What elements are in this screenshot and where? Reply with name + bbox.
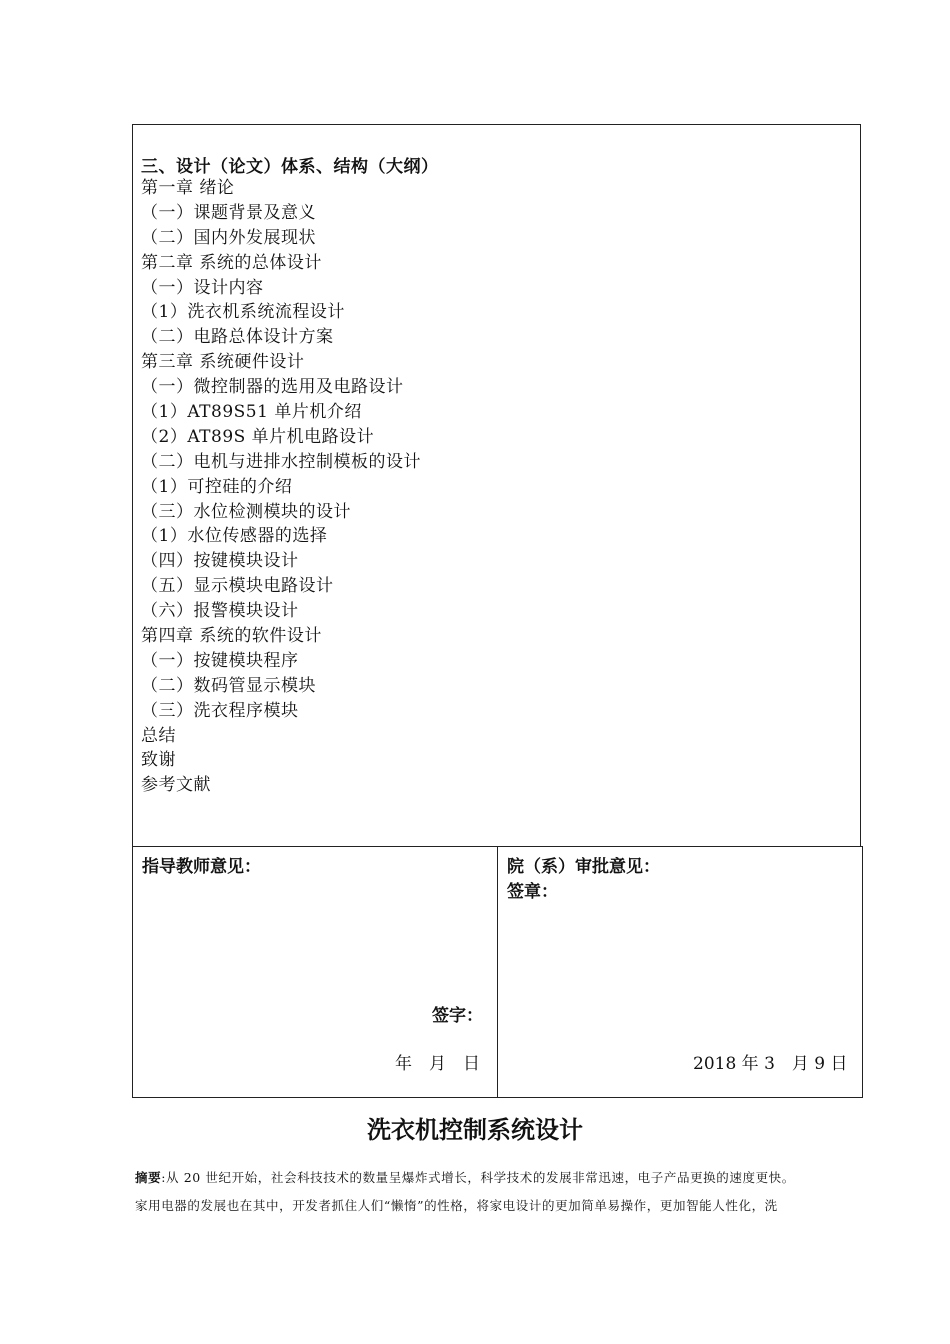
outline-item: 参考文献 [141, 775, 211, 796]
outline-item: （六）报警模块设计 [141, 601, 299, 622]
outline-item: （1）水位传感器的选择 [141, 526, 328, 547]
outline-item: （一）设计内容 [141, 277, 264, 298]
outline-item: （四）按键模块设计 [141, 551, 299, 572]
abstract [135, 1164, 860, 1220]
outline-heading: 三、设计（论文）体系、结构（大纲） [141, 157, 439, 177]
outline-item: 第一章 绪论 [141, 178, 235, 198]
outline-item: （一）按键模块程序 [141, 650, 299, 671]
outline-item: （二）国内外发展现状 [141, 227, 316, 248]
outline-item: （2）AT89S 单片机电路设计 [141, 426, 375, 447]
department-seal-label: 签章： [507, 882, 558, 902]
outline-item: （五）显示模块电路设计 [141, 576, 334, 597]
advisor-opinion-label: 指导教师意见： [142, 857, 261, 877]
outline-item: （一）课题背景及意义 [141, 202, 316, 223]
abstract-line-2: 家用电器的发展也在其中，开发者抓住人们“懒惰”的性格，将家电设计的更加简单易操作，更加智能人性化，洗 [135, 1198, 778, 1213]
outline-item: 第三章 系统硬件设计 [141, 352, 305, 373]
outline-item: 第二章 系统的总体设计 [141, 252, 322, 273]
outline-item: （二）电路总体设计方案 [141, 327, 334, 348]
outline-item: （1）洗衣机系统流程设计 [141, 302, 345, 323]
outline-item: （1）可控硅的介绍 [141, 476, 293, 497]
outline-item: （一）微控制器的选用及电路设计 [141, 377, 404, 398]
outline-list [141, 176, 421, 798]
outline-item: （二）电机与进排水控制模板的设计 [141, 451, 421, 472]
abstract-line-1 [135, 1164, 860, 1192]
outline-item: 第四章 系统的软件设计 [141, 626, 322, 647]
outline-item: （1）AT89S51 单片机介绍 [141, 402, 362, 423]
abstract-text-1: :从 20 世纪开始，社会科技技术的数量呈爆炸式增长，科学技术的发展非常迅速，电子产品更换的速度更快。 [161, 1170, 795, 1185]
outline-item: （二）数码管显示模块 [141, 675, 316, 696]
department-date: 2018 年 3 月 9 日 [693, 1054, 848, 1074]
abstract-label: 摘要 [135, 1170, 162, 1185]
outline-item: （三）洗衣程序模块 [141, 700, 299, 721]
opinion-divider [497, 846, 498, 1098]
department-opinion-label: 院（系）审批意见： [507, 857, 660, 877]
advisor-date: 年 月 日 [395, 1054, 480, 1074]
outline-item: 总结 [141, 725, 176, 746]
outline-item: （三）水位检测模块的设计 [141, 501, 351, 522]
paper-title: 洗衣机控制系统设计 [367, 1116, 583, 1144]
outline-item: 致谢 [141, 750, 176, 771]
advisor-signature-label: 签字： [432, 1006, 483, 1026]
